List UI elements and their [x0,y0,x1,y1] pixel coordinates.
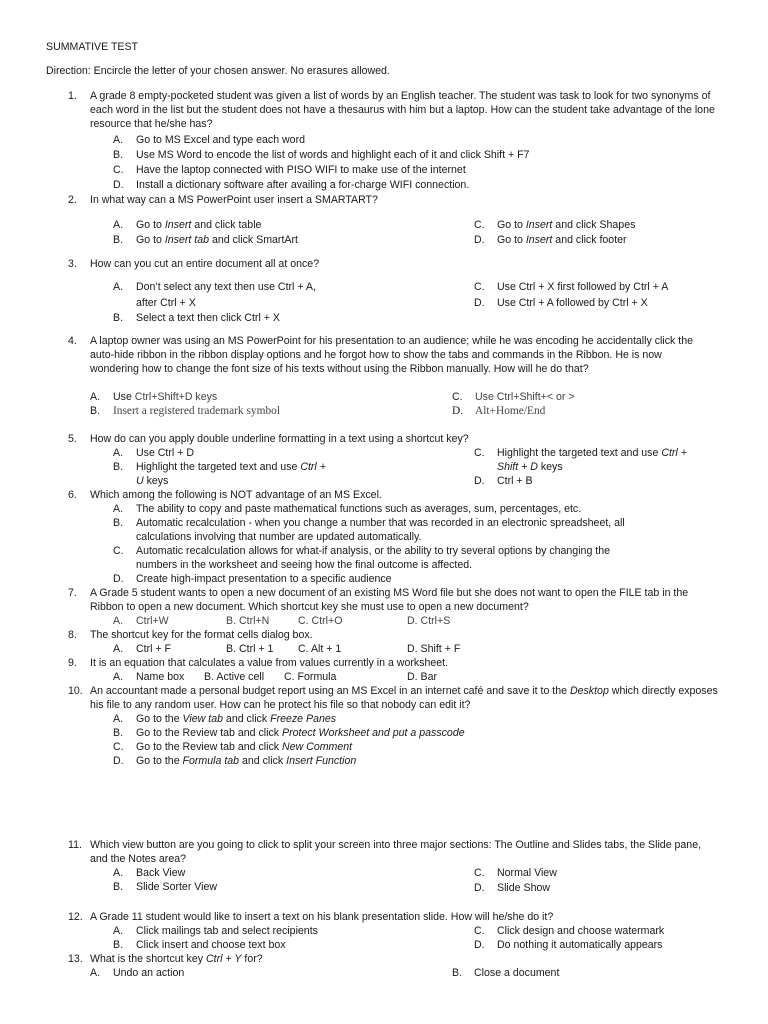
q4-option-a: Use Ctrl+Shift+D keys [113,391,218,403]
q6-stem: Which among the following is NOT advantage of an MS Excel. [90,489,382,501]
q10-stem: An accountant made a personal budget report using an MS Excel in an internet café and save it to the Desktop which directly exposes his file to any random user. How can he protect his file so that nobody can edit it? [90,685,718,711]
q12-letter-a: A. [113,925,124,937]
q5-letter-b: B. [113,461,124,473]
q10-letter-b: B. [113,727,124,739]
q10-letter-c: C. [113,741,124,753]
q9-stem: It is an equation that calculates a value from values currently in a worksheet. [90,657,449,669]
q4-letter-c: C. [452,391,463,403]
q12-number: 12. [68,911,83,923]
q5-option-b-line1: Highlight the targeted text and use Ctrl + [136,461,326,473]
q5-letter-c: C. [474,447,485,459]
q8-option-b: B. Ctrl + 1 [226,643,274,655]
q6-option-a: The ability to copy and paste mathematical functions such as averages, sum, percentages, etc. [136,503,582,515]
q2-letter-c: C. [474,219,485,231]
q13-option-b: Close a document [474,967,560,979]
q10-option-a: Go to the View tab and click Freeze Panes [136,713,337,725]
q5-option-c-line2: Shift + D keys [497,461,563,473]
q4-number: 4. [68,335,77,347]
q3-option-c: Use Ctrl + X first followed by Ctrl + A [497,281,669,293]
q10-option-d: Go to the Formula tab and click Insert Function [136,755,357,767]
q6-option-c-line1: Automatic recalculation allows for what-if analysis, or the ability to try several options by changing the [136,545,611,557]
q11-option-b: Slide Sorter View [136,881,218,893]
q3-letter-d: D. [474,297,485,309]
q11-option-d: Slide Show [497,882,550,894]
q1-number: 1. [68,90,77,102]
q5-option-c-line1: Highlight the targeted text and use Ctrl + [497,447,687,459]
q2-option-b: Go to Insert tab and click SmartArt [136,234,298,246]
q3-option-b: Select a text then click Ctrl + X [136,312,280,324]
q6-option-b-line1: Automatic recalculation - when you change a number that was recorded in an electronic spreadsheet, all [136,517,625,529]
q10-number: 10. [68,685,83,697]
q8-option-a: Ctrl + F [136,643,172,655]
q12-letter-c: C. [474,925,485,937]
q3-stem: How can you cut an entire document all at once? [90,258,320,270]
q4-letter-a: A. [90,391,101,403]
q12-letter-b: B. [113,939,124,951]
q10-option-c: Go to the Review tab and click New Comment [136,741,353,753]
q6-option-d: Create high-impact presentation to a specific audience [136,573,392,585]
q1-letter-a: A. [113,134,124,146]
q3-option-d: Use Ctrl + A followed by Ctrl + X [497,297,648,309]
q13-number: 13. [68,953,83,965]
q3-letter-c: C. [474,281,485,293]
q7-option-a: Ctrl+W [136,615,169,627]
q2-option-a: Go to Insert and click table [136,219,262,231]
q8-letter-a: A. [113,643,124,655]
q2-letter-b: B. [113,234,124,246]
q9-option-d: D. Bar [407,671,438,683]
q12-option-c: Click design and choose watermark [497,925,665,937]
q2-option-c: Go to Insert and click Shapes [497,219,636,231]
q13-letter-b: B. [452,967,463,979]
q7-option-d: D. Ctrl+S [407,615,451,627]
q2-letter-d: D. [474,234,485,246]
q3-option-a-line2: after Ctrl + X [136,297,196,309]
q6-letter-c: C. [113,545,124,557]
q3-number: 3. [68,258,77,270]
q5-option-a: Use Ctrl + D [136,447,194,459]
q7-number: 7. [68,587,77,599]
q4-option-d: Alt+Home/End [475,405,546,417]
q4-stem: A laptop owner was using an MS PowerPoint for his presentation to an audience; while he was encoding he accidentally click the auto-hide ribbon in the ribbon display options and he forgot how to show the tabs and commands in the Ribbon. He is now wondering how to change the font size of his texts without using the Ribbon manually. How will he do that? [90,335,694,375]
q5-stem: How do can you apply double underline formatting in a text using a shortcut key? [90,433,469,445]
q6-option-c-line2: numbers in the worksheet and seeing how the final outcome is affected. [136,559,473,571]
q13-letter-a: A. [90,967,101,979]
q4-option-b: Insert a registered trademark symbol [113,405,280,417]
q5-option-d: Ctrl + B [497,475,533,487]
q11-stem: Which view button are you going to click to split your screen into three major sections: The Outline and Slides tabs, the Slide pane, and the Notes area? [90,839,702,865]
q12-letter-d: D. [474,939,485,951]
q7-option-b: B. Ctrl+N [226,615,270,627]
q1-stem: A grade 8 empty-pocketed student was given a list of words by an English teacher. The student was task to look for two synonyms of each word in the list but the student does not have a thesaurus with him but a laptop. How can the student take advantage of the lone resource that he/she has? [90,90,715,130]
q5-option-b-line2: U keys [136,475,169,487]
q4-option-c: Use Ctrl+Shift+< or > [475,391,575,403]
q13-option-a: Undo an action [113,967,185,979]
q11-letter-a: A. [113,867,124,879]
q3-letter-a: A. [113,281,124,293]
q13-stem: What is the shortcut key Ctrl + Y for? [90,953,263,965]
q3-letter-b: B. [113,312,124,324]
q8-number: 8. [68,629,77,641]
q1-option-a: Go to MS Excel and type each word [136,134,305,146]
q9-option-a: Name box [136,671,185,683]
q11-number: 11. [68,839,82,851]
q9-letter-a: A. [113,671,124,683]
q1-letter-b: B. [113,149,124,161]
q1-option-b: Use MS Word to encode the list of words and highlight each of it and click Shift + F7 [136,149,530,161]
q9-option-c: C. Formula [284,671,337,683]
q10-option-b: Go to the Review tab and click Protect Worksheet and put a passcode [136,727,465,739]
q5-number: 5. [68,433,77,445]
q6-option-b-line2: calculations involving that number are updated automatically. [136,531,422,543]
q12-option-b: Click insert and choose text box [136,939,286,951]
q5-letter-a: A. [113,447,124,459]
q1-option-d: Install a dictionary software after availing a for-charge WIFI connection. [136,179,470,191]
q12-stem: A Grade 11 student would like to insert a text on his blank presentation slide. How will he/she do it? [90,911,554,923]
q9-option-b: B. Active cell [204,671,265,683]
q8-option-d: D. Shift + F [407,643,461,655]
q1-letter-d: D. [113,179,124,191]
q6-letter-a: A. [113,503,124,515]
q7-stem: A Grade 5 student wants to open a new document of an existing MS Word file but she does not want to open the FILE tab in the Ribbon to open a new document. Which shortcut key she must use to open a new document? [90,587,689,613]
q1-option-c: Have the laptop connected with PISO WIFI to make use of the internet [136,164,466,176]
q10-letter-a: A. [113,713,124,725]
q4-letter-b: B. [90,405,101,417]
q11-letter-d: D. [474,882,485,894]
q12-option-a: Click mailings tab and select recipients [136,925,318,937]
q2-letter-a: A. [113,219,124,231]
q2-option-d: Go to Insert and click footer [497,234,627,246]
q8-stem: The shortcut key for the format cells dialog box. [90,629,313,641]
q6-letter-d: D. [113,573,124,585]
q2-number: 2. [68,194,77,206]
test-title: SUMMATIVE TEST [46,41,139,53]
q9-number: 9. [68,657,77,669]
q4-letter-d: D. [452,405,464,417]
q10-letter-d: D. [113,755,124,767]
direction-text: Direction: Encircle the letter of your chosen answer. No erasures allowed. [46,65,390,77]
q11-letter-b: B. [113,881,124,893]
q6-number: 6. [68,489,77,501]
q11-option-c: Normal View [497,867,557,879]
q2-stem: In what way can a MS PowerPoint user insert a SMARTART? [90,194,378,206]
q12-option-d: Do nothing it automatically appears [497,939,663,951]
q11-option-a: Back View [136,867,186,879]
q11-letter-c: C. [474,867,485,879]
q1-letter-c: C. [113,164,124,176]
q7-option-c: C. Ctrl+O [298,615,343,627]
q3-option-a-line1: Don’t select any text then use Ctrl + A, [136,281,316,293]
q6-letter-b: B. [113,517,124,529]
q8-option-c: C. Alt + 1 [298,643,342,655]
q5-letter-d: D. [474,475,485,487]
q7-letter-a: A. [113,615,124,627]
